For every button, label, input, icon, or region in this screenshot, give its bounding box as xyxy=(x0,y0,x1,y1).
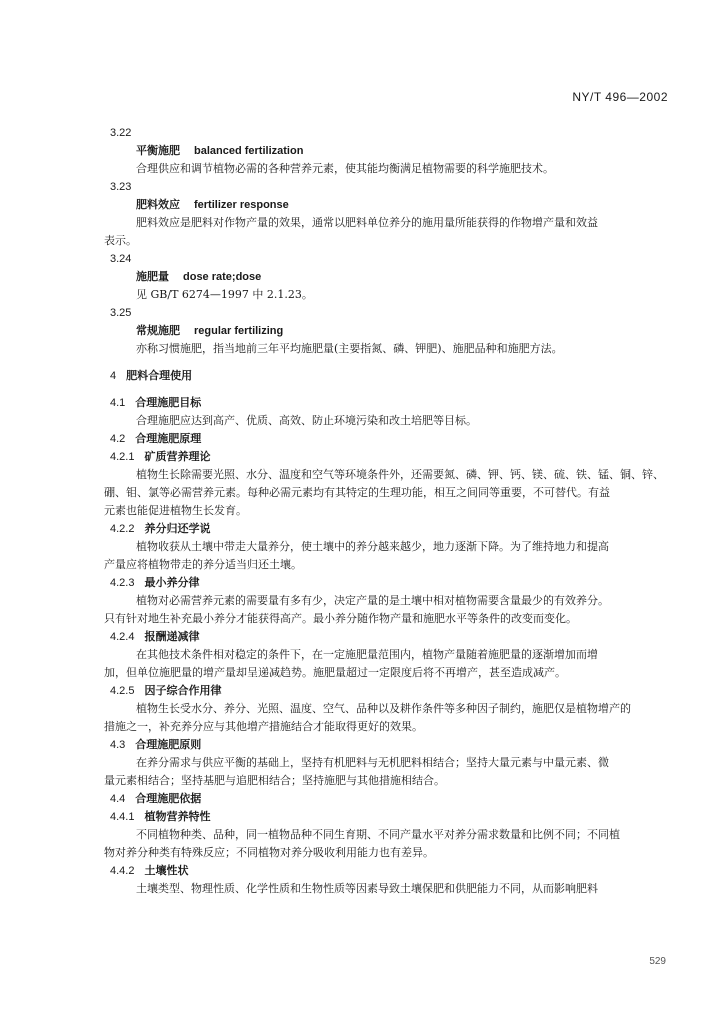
paragraph-line: 硼、钼、氯等必需营养元素。每种必需元素均有其特定的生理功能，相互之间同等重要，不可替代。有益 xyxy=(104,486,610,499)
subsection-number: 4.2.5 xyxy=(110,685,135,697)
term-zh: 施肥量 xyxy=(136,270,169,283)
subsection-number: 4.2.3 xyxy=(110,577,135,589)
subsection-number: 4.2.1 xyxy=(110,451,135,463)
subsection-number: 4.2.4 xyxy=(110,631,135,643)
term-en: dose rate;dose xyxy=(183,271,262,283)
term-definition: 亦称习惯施肥，指当地前三年平均施肥量(主要指氮、磷、钾肥)、施肥品种和施肥方法。 xyxy=(136,342,563,355)
paragraph-line: 在其他技术条件相对稳定的条件下，在一定施肥量范围内，植物产量随着施肥量的逐渐增加而增 xyxy=(136,648,598,661)
section-title: 肥料合理使用 xyxy=(126,369,193,382)
term-zh: 常规施肥 xyxy=(136,324,180,337)
page-number: 529 xyxy=(649,956,666,967)
subsection-title: 最小养分律 xyxy=(144,576,200,589)
paragraph-line: 元素也能促进植物生长发育。 xyxy=(104,504,247,517)
term-heading xyxy=(110,142,670,160)
term-en: fertilizer response xyxy=(194,199,289,211)
paragraph-line: 措施之一，补充养分应与其他增产措施结合才能取得更好的效果。 xyxy=(104,720,423,733)
paragraph-line: 在养分需求与供应平衡的基础上，坚持有机肥料与无机肥料相结合；坚持大量元素与中量元素、微 xyxy=(136,756,609,769)
subsection-title: 报酬递减律 xyxy=(144,630,200,643)
paragraph-line: 物对养分种类有特殊反应；不同植物对养分吸收利用能力也有差异。 xyxy=(104,846,434,859)
subsection-heading xyxy=(110,520,670,538)
paragraph-line: 加，但单位施肥量的增产量却呈递减趋势。施肥量超过一定限度后将不再增产，甚至造成减产。 xyxy=(104,666,566,679)
subsection-heading xyxy=(110,862,670,880)
subsection-number: 4.2 xyxy=(110,433,126,445)
subsection-heading xyxy=(110,430,670,448)
term-definition: 见 GB/T 6274—1997 中 2.1.23。 xyxy=(136,288,313,301)
term-zh: 平衡施肥 xyxy=(136,144,180,157)
subsection-title: 土壤性状 xyxy=(144,864,189,877)
term-heading xyxy=(110,268,670,286)
paragraph-line: 植物对必需营养元素的需要量有多有少，决定产量的是土壤中相对植物需要含量最少的有效养分。 xyxy=(136,594,609,607)
paragraph-line: 产量应将植物带走的养分适当归还土壤。 xyxy=(104,558,302,571)
subsection-title: 植物营养特性 xyxy=(144,810,211,823)
paragraph-line: 只有针对地生补充最小养分才能获得高产。最小养分随作物产量和施肥水平等条件的改变而变化。 xyxy=(104,612,577,625)
section-number: 4 xyxy=(110,370,117,382)
term-en: balanced fertilization xyxy=(194,145,304,157)
subsection-title: 合理施肥依据 xyxy=(135,792,202,805)
standard-code: NY/T 496—2002 xyxy=(572,90,668,104)
term-zh: 肥料效应 xyxy=(136,198,180,211)
term-heading xyxy=(110,322,670,340)
paragraph-line: 量元素相结合；坚持基肥与追肥相结合；坚持施肥与其他措施相结合。 xyxy=(104,774,445,787)
subsection-heading xyxy=(110,574,670,592)
subsection-title: 养分归还学说 xyxy=(144,522,211,535)
subsection-title: 因子综合作用律 xyxy=(144,684,222,697)
term-number: 3.24 xyxy=(110,253,132,265)
subsection-heading xyxy=(110,808,670,826)
term-number: 3.23 xyxy=(110,181,132,193)
subsection-title: 合理施肥目标 xyxy=(135,396,202,409)
paragraph-line: 植物生长受水分、养分、光照、温度、空气、品种以及耕作条件等多种因子制约，施肥仅是植物增产的 xyxy=(136,702,631,715)
subsection-heading xyxy=(110,682,670,700)
subsection-title: 合理施肥原理 xyxy=(135,432,202,445)
paragraph-line: 土壤类型、物理性质、化学性质和生物性质等因素导致土壤保肥和供肥能力不同，从而影响肥料 xyxy=(136,882,598,895)
paragraph-line: 合理施肥应达到高产、优质、高效、防止环境污染和改土培肥等目标。 xyxy=(136,414,477,427)
term-number: 3.22 xyxy=(110,127,132,139)
subsection-number: 4.2.2 xyxy=(110,523,135,535)
term-number: 3.25 xyxy=(110,307,132,319)
subsection-number: 4.4.2 xyxy=(110,865,135,877)
subsection-heading xyxy=(110,790,670,808)
paragraph-line: 植物收获从土壤中带走大量养分，使土壤中的养分越来越少，地力逐渐下降。为了维持地力和提高 xyxy=(136,540,609,553)
document-body xyxy=(104,124,670,898)
subsection-title: 矿质营养理论 xyxy=(144,450,211,463)
subsection-heading xyxy=(110,736,670,754)
section-heading xyxy=(110,367,670,385)
subsection-number: 4.4 xyxy=(110,793,126,805)
term-en: regular fertilizing xyxy=(194,325,284,337)
subsection-heading xyxy=(110,394,670,412)
subsection-number: 4.1 xyxy=(110,397,126,409)
subsection-heading xyxy=(110,628,670,646)
subsection-number: 4.4.1 xyxy=(110,811,135,823)
subsection-heading xyxy=(110,448,670,466)
paragraph-line: 不同植物种类、品种，同一植物品种不同生育期、不同产量水平对养分需求数量和比例不同；不同植 xyxy=(136,828,620,841)
term-definition: 合理供应和调节植物必需的各种营养元素，使其能均衡满足植物需要的科学施肥技术。 xyxy=(136,162,554,175)
subsection-number: 4.3 xyxy=(110,739,126,751)
term-heading xyxy=(110,196,670,214)
term-definition: 表示。 xyxy=(104,234,137,247)
paragraph-line: 植物生长除需要光照、水分、温度和空气等环境条件外，还需要氮、磷、钾、钙、镁、硫、铁、锰、铜、锌、 xyxy=(136,468,664,481)
term-definition: 肥料效应是肥料对作物产量的效果，通常以肥料单位养分的施用量所能获得的作物增产量和效益 xyxy=(136,216,598,229)
subsection-title: 合理施肥原则 xyxy=(135,738,202,751)
